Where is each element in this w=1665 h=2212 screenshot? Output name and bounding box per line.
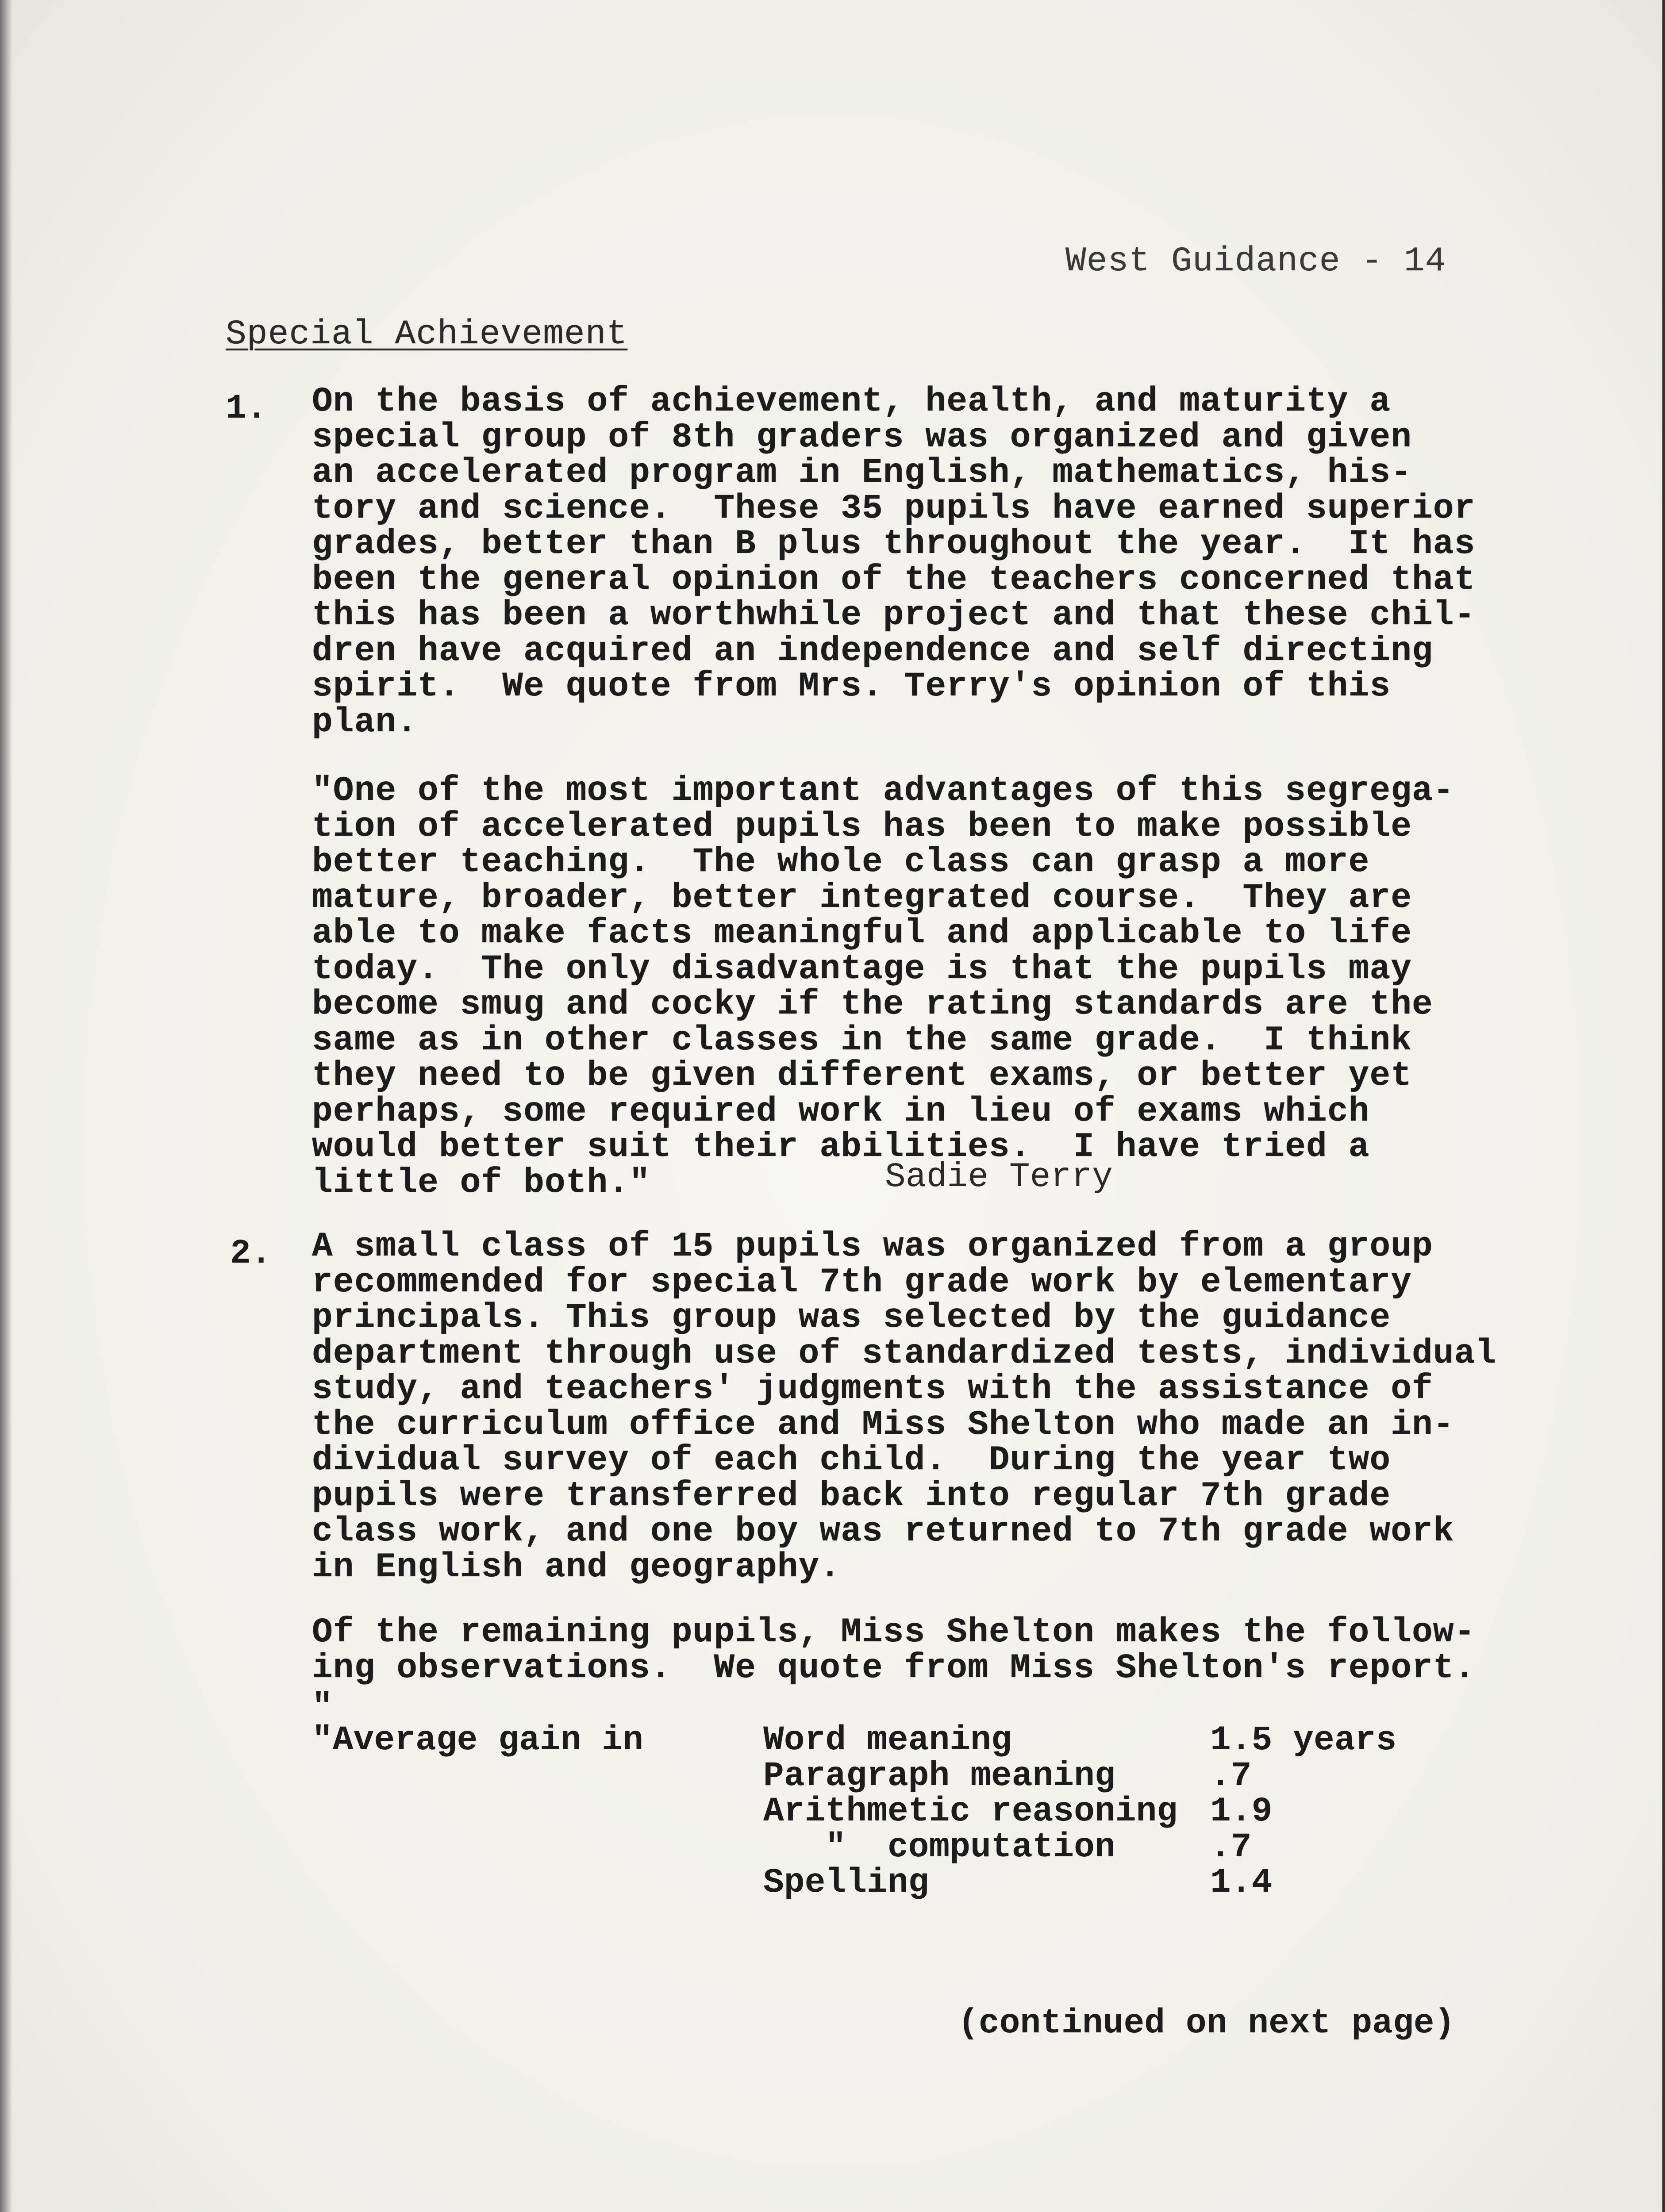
- section-heading: Special Achievement: [226, 315, 628, 354]
- observations-paragraph: [312, 1615, 1507, 1686]
- gain-subject: Spelling: [763, 1863, 929, 1902]
- paragraph-line: plan.: [312, 703, 418, 742]
- quote-line: become smug and cocky if the rating standards are the: [312, 985, 1433, 1024]
- paragraph-line: in English and geography.: [312, 1548, 841, 1587]
- quote-line: better teaching. The whole class can grasp a more: [312, 843, 1370, 882]
- gain-value: 1.9: [1210, 1792, 1273, 1831]
- item-2-number: 2.: [230, 1234, 272, 1273]
- paragraph-line: the curriculum office and Miss Shelton who made an in-: [312, 1405, 1454, 1444]
- average-gain-label: "Average gain in: [312, 1721, 643, 1760]
- paragraph-line: ing observations. We quote from Miss Shelton's report.: [312, 1648, 1476, 1688]
- page-right-edge: [1662, 0, 1665, 2212]
- quote-author: Sadie Terry: [885, 1158, 1113, 1197]
- quote-line: would better suit their abilities. I have tried a: [312, 1128, 1370, 1167]
- paragraph-line: an accelerated program in English, mathematics, his-: [312, 453, 1412, 492]
- item-1-paragraph: [312, 384, 1507, 740]
- gain-subject: Paragraph meaning: [763, 1756, 1115, 1796]
- paragraph-line: recommended for special 7th grade work by elementary: [312, 1263, 1412, 1302]
- paragraph-line: been the general opinion of the teachers concerned that: [312, 560, 1476, 599]
- gain-subject: Word meaning: [763, 1721, 1012, 1760]
- quote-line: little of both.": [312, 1163, 650, 1202]
- gain-value: .7: [1210, 1756, 1252, 1796]
- quote-line: able to make facts meaningful and applicable to life: [312, 914, 1412, 953]
- item-1-number: 1.: [226, 389, 267, 428]
- paragraph-line: dividual survey of each child. During the year two: [312, 1441, 1391, 1480]
- paragraph-line: study, and teachers' judgments with the assistance of: [312, 1370, 1433, 1409]
- paragraph-line: department through use of standardized tests, individual: [312, 1334, 1497, 1373]
- item-2-paragraph: [312, 1229, 1507, 1585]
- paragraph-line: dren have acquired an independence and self directing: [312, 631, 1433, 671]
- gain-value: .7: [1210, 1828, 1252, 1867]
- quote-line: tion of accelerated pupils has been to make possible: [312, 807, 1412, 846]
- paragraph-line: special group of 8th graders was organized and given: [312, 418, 1412, 457]
- paragraph-line: A small class of 15 pupils was organized from a group: [312, 1227, 1433, 1266]
- quote-line: they need to be given different exams, or better yet: [312, 1056, 1412, 1095]
- gain-subject: " computation: [763, 1828, 1115, 1867]
- paragraph-line: pupils were transferred back into regular 7th grade: [312, 1476, 1391, 1516]
- paragraph-line: principals. This group was selected by the guidance: [312, 1298, 1391, 1337]
- quote-line: today. The only disadvantage is that the pupils may: [312, 949, 1412, 989]
- quote-line: perhaps, some required work in lieu of exams which: [312, 1092, 1370, 1131]
- paragraph-line: tory and science. These 35 pupils have earned superior: [312, 489, 1476, 528]
- stray-quote-mark: ": [312, 1688, 333, 1727]
- page-reference: West Guidance - 14: [1065, 242, 1446, 281]
- paragraph-line: this has been a worthwhile project and that these chil-: [312, 596, 1476, 635]
- quote-line: same as in other classes in the same grade. I think: [312, 1021, 1412, 1060]
- paragraph-line: class work, and one boy was returned to 7th grade work: [312, 1512, 1454, 1551]
- paragraph-line: grades, better than B plus throughout the year. It has: [312, 525, 1476, 564]
- gain-value: 1.5 years: [1210, 1721, 1397, 1760]
- paragraph-line: On the basis of achievement, health, and maturity a: [312, 382, 1391, 421]
- gain-value: 1.4: [1210, 1863, 1273, 1902]
- quote-line: "One of the most important advantages of this segrega-: [312, 772, 1454, 810]
- paragraph-line: Of the remaining pupils, Miss Shelton makes the follow-: [312, 1613, 1476, 1652]
- paragraph-line: spirit. We quote from Mrs. Terry's opinion of this: [312, 667, 1391, 706]
- terry-quote: [312, 773, 1507, 1201]
- continued-note: (continued on next page): [958, 2004, 1455, 2043]
- gain-subject: Arithmetic reasoning: [763, 1792, 1178, 1831]
- page-left-edge: [0, 0, 12, 2212]
- quote-line: mature, broader, better integrated course. They are: [312, 878, 1412, 918]
